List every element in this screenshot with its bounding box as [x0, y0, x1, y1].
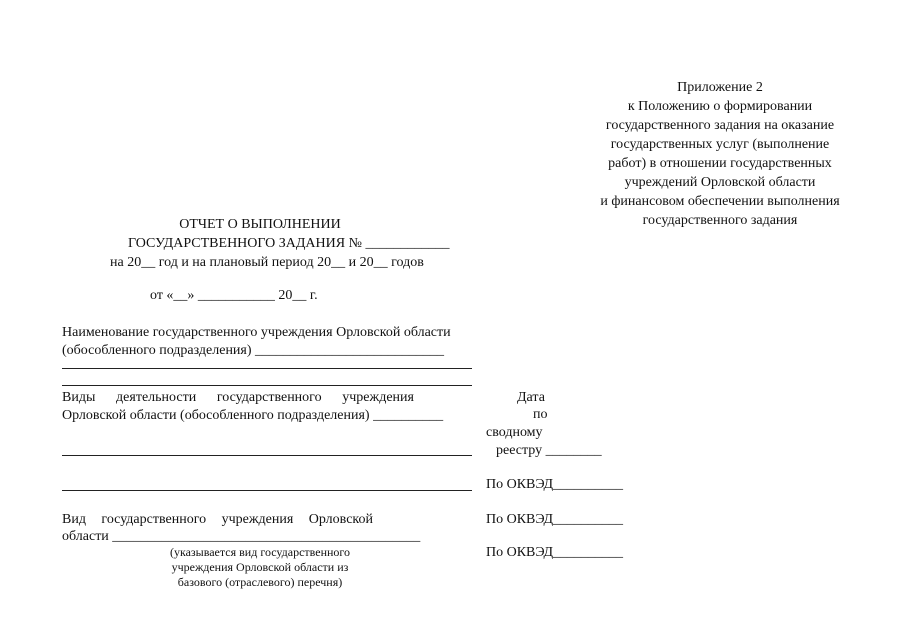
- appendix-line: к Положению о формировании: [627, 99, 813, 114]
- activities-word: Виды: [62, 390, 96, 405]
- date-label-word: по: [533, 407, 548, 422]
- activities-word: государственного: [216, 390, 322, 405]
- activities-word: деятельности: [116, 390, 197, 405]
- institution-type-word: Вид: [62, 512, 86, 527]
- appendix-line: работ) в отношении государственных: [608, 156, 832, 171]
- report-period: на 20__ год и на плановый период 20__ и 20__ годов: [110, 255, 424, 270]
- institution-name-label: Наименование государственного учреждения Орловской области: [62, 325, 451, 340]
- blank-line: [62, 385, 472, 386]
- date-registry-field: реестру ________: [496, 443, 602, 458]
- activities-word: учреждения: [342, 390, 414, 405]
- blank-line: [62, 368, 472, 369]
- note-line: базового (отраслевого) перечня): [177, 575, 343, 589]
- note-line: (указывается вид государственного: [169, 545, 351, 559]
- okved-field-2: По ОКВЭД__________: [486, 512, 624, 527]
- blank-line: [62, 490, 472, 491]
- institution-type-word: государственного: [101, 512, 207, 527]
- appendix-line: учреждений Орловской области: [624, 175, 816, 190]
- okved-field-1: По ОКВЭД__________: [486, 477, 624, 492]
- institution-type-word: Орловской: [308, 512, 373, 527]
- appendix-line: государственного задания на оказание: [605, 118, 835, 133]
- appendix-line: государственного задания: [642, 213, 798, 228]
- note-line: учреждения Орловской области из: [171, 560, 349, 574]
- blank-line: [62, 455, 472, 456]
- appendix-line: государственных услуг (выполнение: [610, 137, 830, 152]
- appendix-line: Приложение 2: [677, 80, 763, 95]
- date-label-word: сводному: [486, 425, 543, 440]
- activities-label: [62, 388, 414, 407]
- institution-type-note: [150, 545, 370, 590]
- institution-type-line2: области ____________________________________________: [62, 529, 421, 544]
- activities-line2: Орловской области (обособленного подразделения) __________: [62, 408, 444, 423]
- okved-field-3: По ОКВЭД__________: [486, 545, 624, 560]
- institution-type-word: учреждения: [221, 512, 294, 527]
- institution-name-line2: (обособленного подразделения) ___________________________: [62, 343, 445, 358]
- appendix-block: [575, 78, 865, 230]
- appendix-line: и финансовом обеспечении выполнения: [600, 194, 840, 209]
- date-label-word: Дата: [517, 390, 545, 405]
- report-title-line2: ГОСУДАРСТВЕННОГО ЗАДАНИЯ № ____________: [128, 236, 450, 251]
- report-title-line1: ОТЧЕТ О ВЫПОЛНЕНИИ: [179, 217, 341, 232]
- report-date: от «__» ___________ 20__ г.: [150, 288, 318, 303]
